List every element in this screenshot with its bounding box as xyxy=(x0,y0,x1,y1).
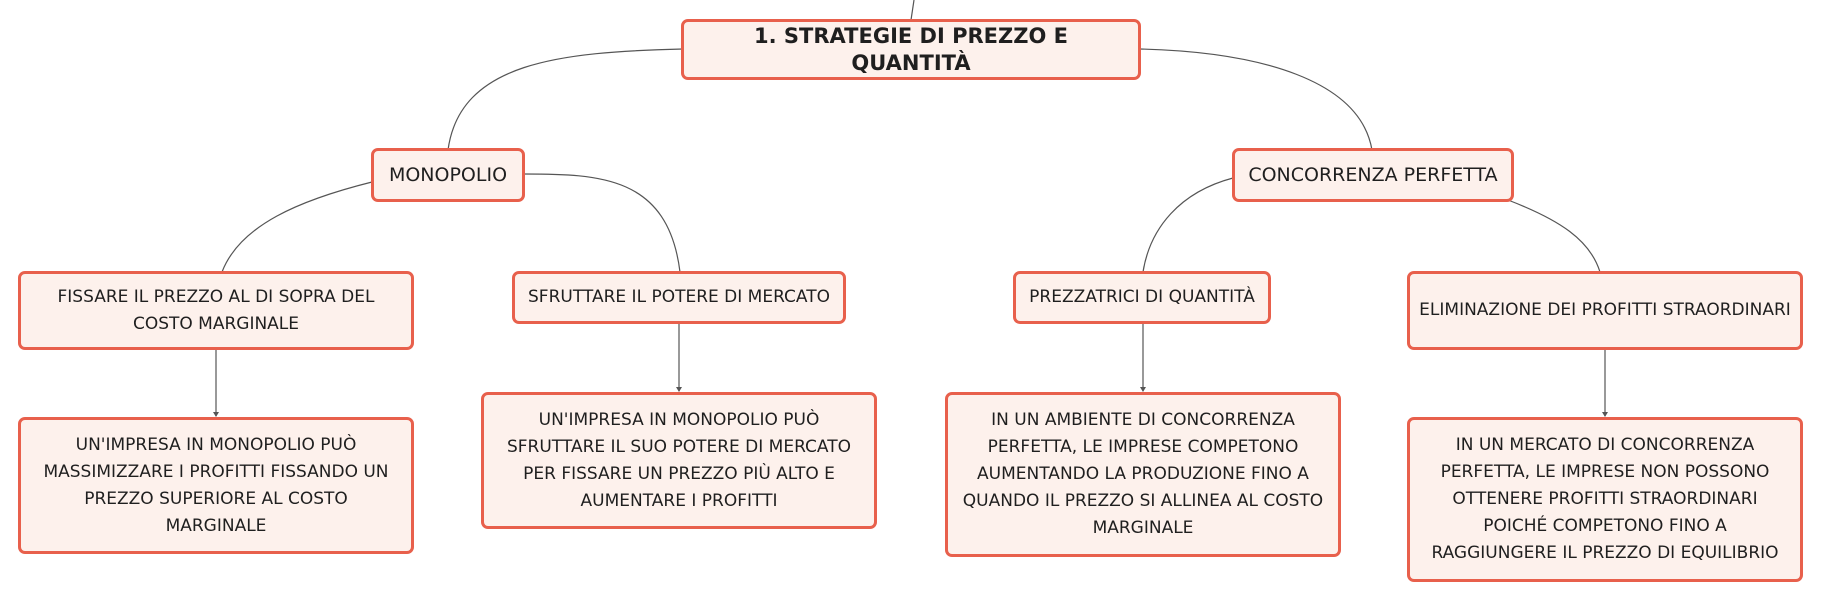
node-concorrenza-perfetta[interactable] xyxy=(1232,148,1514,202)
detail-eliminazione-profitti[interactable] xyxy=(1407,417,1803,582)
node-eliminazione-profitti[interactable] xyxy=(1407,271,1803,350)
prezzatrici-label: PREZZATRICI DI QUANTITÀ xyxy=(1029,287,1255,307)
concorrenza-label: CONCORRENZA PERFETTA xyxy=(1248,163,1498,186)
detail-fissare-prezzo[interactable] xyxy=(18,417,414,554)
edge-root-monopolio xyxy=(448,49,683,150)
monopolio-label: MONOPOLIO xyxy=(388,163,508,186)
edge-concorrenza-eliminazione xyxy=(1508,200,1600,272)
fissare-detail-text: UN'IMPRESA IN MONOPOLIO PUÒ MASSIMIZZARE I PROFITTI FISSANDO UN PREZZO SUPERIORE AL COSTO MARGINALE xyxy=(43,434,389,536)
edge-root-concorrenza xyxy=(1140,49,1372,150)
detail-prezzatrici-quantita[interactable] xyxy=(945,392,1341,557)
node-fissare-prezzo[interactable] xyxy=(18,271,414,350)
root-label: 1. STRATEGIE DI PREZZO E QUANTITÀ xyxy=(754,23,1068,75)
fissare-label: FISSARE IL PREZZO AL DI SOPRA DEL COSTO MARGINALE xyxy=(57,286,375,334)
eliminazione-label: ELIMINAZIONE DEI PROFITTI STRAORDINARI xyxy=(1419,300,1791,320)
prezzatrici-detail-text: IN UN AMBIENTE DI CONCORRENZA PERFETTA, LE IMPRESE COMPETONO AUMENTANDO LA PRODUZIONE FINO A QUANDO IL PREZZO SI ALLINEA AL COSTO MARGINALE xyxy=(962,410,1324,538)
sfruttare-label: SFRUTTARE IL POTERE DI MERCATO xyxy=(528,287,830,307)
root-node[interactable] xyxy=(681,19,1141,80)
edge-monopolio-sfruttare xyxy=(524,174,680,272)
eliminazione-detail-text: IN UN MERCATO DI CONCORRENZA PERFETTA, LE IMPRESE NON POSSONO OTTENERE PROFITTI STRAORDINARI POICHÉ COMPETONO FINO A RAGGIUNGERE IL PREZZO DI EQUILIBRIO xyxy=(1431,435,1779,563)
edge-monopolio-fissare xyxy=(222,182,372,272)
node-sfruttare-potere[interactable] xyxy=(512,271,846,324)
edge-parent-root xyxy=(911,0,914,20)
detail-sfruttare-potere[interactable] xyxy=(481,392,877,529)
node-monopolio[interactable] xyxy=(371,148,525,202)
edge-concorrenza-prezzatrici xyxy=(1143,178,1233,272)
sfruttare-detail-text: UN'IMPRESA IN MONOPOLIO PUÒ SFRUTTARE IL SUO POTERE DI MERCATO PER FISSARE UN PREZZO PIÙ ALTO E AUMENTARE I PROFITTI xyxy=(506,409,851,511)
node-prezzatrici-quantita[interactable] xyxy=(1013,271,1271,324)
